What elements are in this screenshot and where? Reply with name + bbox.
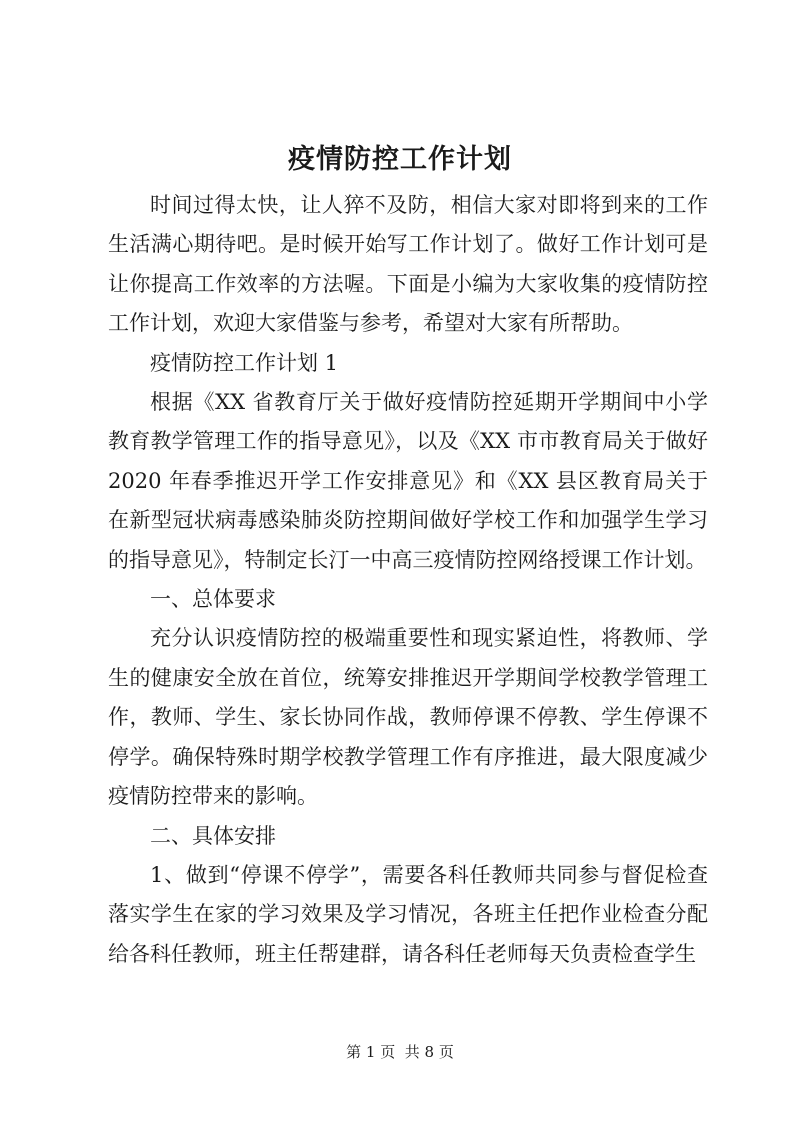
page-footer: 第 1 页 共 8 页 — [346, 1043, 454, 1061]
section-heading-general: 一、总体要求 — [150, 587, 276, 612]
basis-paragraph: 根据《XX 省教育厅关于做好疫情防控延期开学期间中小学教育教学管理工作的指导意见》，以及《XX 市市教育局关于做好 2020 年春季推迟开学工作安排意见》和《XX 县区教育局关于在新型冠状病毒感染肺炎防控期间做好学校工作和加强学生学习的指导意见》，特制定长汀一中高三疫情防控网络授课工作计划。 — [108, 390, 708, 572]
section-heading-arrangements: 二、具体安排 — [150, 823, 276, 848]
document-body — [108, 186, 708, 974]
document-title: 疫情防控工作计划 — [288, 144, 512, 175]
plan-heading: 疫情防控工作计划 1 — [150, 350, 339, 375]
general-requirements-paragraph: 充分认识疫情防控的极端重要性和现实紧迫性，将教师、学生的健康安全放在首位，统筹安排推迟开学期间学校教学管理工作，教师、学生、家长协同作战，教师停课不停教、学生停课不停学。确保特殊时期学校教学管理工作有序推进，最大限度减少疫情防控带来的影响。 — [108, 626, 708, 809]
intro-paragraph: 时间过得太快，让人猝不及防，相信大家对即将到来的工作生活满心期待吧。是时候开始写工作计划了。做好工作计划可是让你提高工作效率的方法喔。下面是小编为大家收集的疫情防控工作计划，欢迎大家借鉴与参考，希望对大家有所帮助。 — [108, 193, 708, 336]
arrangement-item-1: 1、做到“停课不停学”，需要各科任教师共同参与督促检查落实学生在家的学习效果及学习情况，各班主任把作业检查分配给各科任教师，班主任帮建群，请各科任老师每天负责检查学生 — [108, 862, 708, 966]
